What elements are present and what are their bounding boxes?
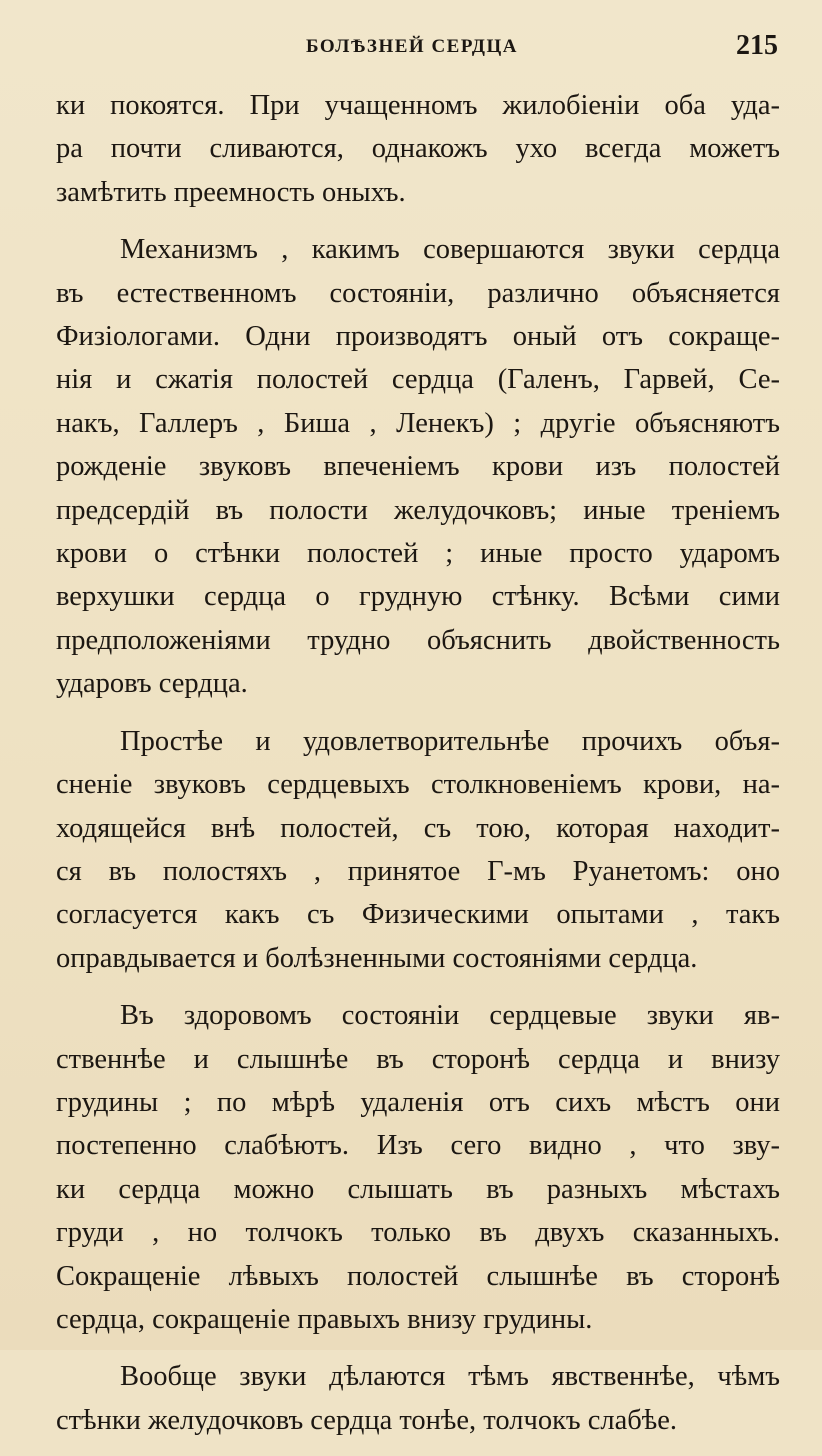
paragraph-2 (56, 228, 780, 705)
text-line: накъ, Галлеръ , Биша , Ленекъ) ; другіе объясняютъ (56, 407, 780, 439)
running-title: БОЛѢЗНЕЙ СЕРДЦА (306, 36, 518, 57)
text-line: ки сердца можно слышать въ разныхъ мѣстахъ (56, 1173, 780, 1205)
paragraph-3 (56, 720, 780, 980)
text-line: согласуется какъ съ Физическими опытами , такъ (56, 899, 780, 931)
text-line: ки покоятся. При учащенномъ жилобіеніи оба уда- (56, 90, 780, 121)
text-line: ра почти сливаются, однакожъ ухо всегда можетъ (56, 133, 780, 165)
text-line: оправдывается и болѣзненными состояніями сердца. (56, 942, 698, 974)
paragraph-1 (56, 84, 780, 214)
page-header (40, 30, 784, 64)
text-line: Въ здоровомъ состояніи сердцевые звуки яв- (120, 1000, 780, 1032)
text-line: сненіе звуковъ сердцевыхъ столкновеніемъ крови, на- (56, 769, 780, 801)
text-line: Простѣе и удовлетворительнѣе прочихъ объя- (120, 725, 780, 757)
text-line: верхушки сердца о грудную стѣнку. Всѣми сими (56, 581, 780, 613)
text-line: рожденіе звуковъ впеченіемъ крови изъ полостей (56, 451, 780, 483)
paragraph-4 (56, 994, 780, 1341)
text-line: нія и сжатія полостей сердца (Галенъ, Гарвей, Се- (56, 364, 780, 396)
text-line: сердца, сокращеніе правыхъ внизу грудины. (56, 1303, 593, 1335)
text-line: постепенно слабѣютъ. Изъ сего видно , что зву- (56, 1130, 780, 1162)
body-text (56, 84, 780, 1456)
text-line: ся въ полостяхъ , принятое Г-мъ Руанетомъ: оно (56, 855, 780, 887)
text-line: Сокращеніе лѣвыхъ полостей слышнѣе въ сторонѣ (56, 1260, 780, 1292)
paragraph-5 (56, 1355, 780, 1442)
text-line: ударовъ сердца. (56, 668, 248, 700)
text-line: Механизмъ , какимъ совершаются звуки сердца (120, 234, 780, 266)
text-line: ходящейся внѣ полостей, съ тою, которая находит- (56, 812, 780, 844)
text-line: крови о стѣнки полостей ; иные просто ударомъ (56, 538, 780, 570)
page-number: 215 (736, 30, 778, 61)
text-line: предсердій въ полости желудочковъ; иные треніемъ (56, 494, 780, 526)
text-line: предположеніями трудно объяснить двойственность (56, 624, 780, 656)
text-line: Физіологами. Одни производятъ оный отъ сокраще- (56, 321, 780, 353)
text-line: ственнѣе и слышнѣе въ сторонѣ сердца и внизу (56, 1043, 780, 1075)
text-line: груди , но толчокъ только въ двухъ сказанныхъ. (56, 1217, 780, 1249)
text-line: Вообще звуки дѣлаются тѣмъ явственнѣе, чѣмъ (120, 1361, 780, 1393)
text-line: въ естественномъ состояніи, различно объясняется (56, 277, 780, 309)
text-line: замѣтить преемность оныхъ. (56, 176, 406, 208)
text-line: грудины ; по мѣрѣ удаленія отъ сихъ мѣстъ они (56, 1086, 780, 1118)
text-line: стѣнки желудочковъ сердца тонѣе, толчокъ слабѣе. (56, 1404, 678, 1436)
